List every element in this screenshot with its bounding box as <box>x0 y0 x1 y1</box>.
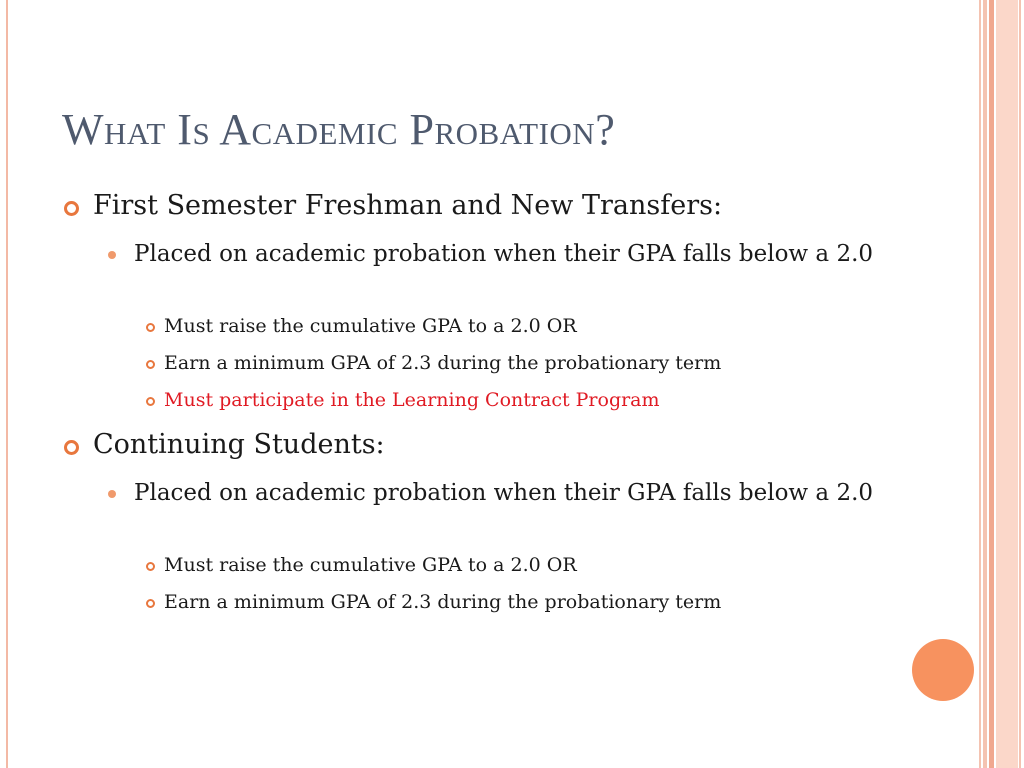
bullet-dot-icon <box>108 251 116 259</box>
ring-bullet-icon <box>146 599 155 608</box>
sub-bullet: Earn a minimum GPA of 2.3 during the probationary term <box>164 352 722 374</box>
sub-bullet: Must raise the cumulative GPA to a 2.0 OR <box>164 315 577 337</box>
ring-bullet-icon <box>64 440 79 455</box>
sub-bullet: Earn a minimum GPA of 2.3 during the probationary term <box>164 591 722 613</box>
bullet-point: Placed on academic probation when their GPA falls below a 2.0 <box>134 480 874 506</box>
ring-bullet-icon <box>146 562 155 571</box>
right-stripe <box>983 0 987 768</box>
slide-title: What Is Academic Probation? <box>62 105 616 154</box>
ring-bullet-icon <box>146 397 155 406</box>
sub-bullet-highlight: Must participate in the Learning Contract Program <box>164 389 660 411</box>
ring-bullet-icon <box>64 201 79 216</box>
right-stripe <box>996 0 1018 768</box>
right-stripe <box>979 0 981 768</box>
section-heading: Continuing Students: <box>93 429 385 460</box>
bullet-dot-icon <box>108 490 116 498</box>
ring-bullet-icon <box>146 360 155 369</box>
sub-bullet: Must raise the cumulative GPA to a 2.0 OR <box>164 554 577 576</box>
section-heading: First Semester Freshman and New Transfers: <box>93 190 723 221</box>
decorative-circle <box>912 639 974 701</box>
bullet-point: Placed on academic probation when their GPA falls below a 2.0 <box>134 241 874 267</box>
left-border-line <box>6 0 8 768</box>
right-stripe <box>1019 0 1021 768</box>
ring-bullet-icon <box>146 323 155 332</box>
right-stripe <box>989 0 994 768</box>
